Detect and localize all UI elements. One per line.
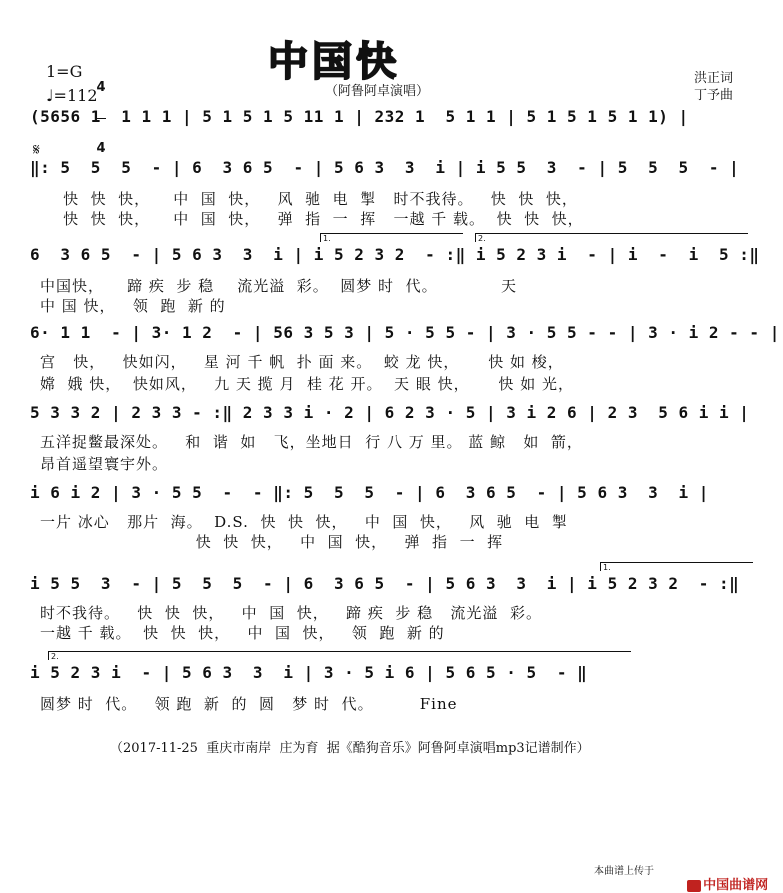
notation-line: ‖: 5 5 5 - | 6 3 6 5 - | 5 6 3 3 i | i 5 5 3 - | 5 5 5 - |: [30, 158, 740, 177]
logo-icon: [687, 880, 701, 892]
composer-credit: 丁予曲: [693, 88, 733, 103]
lyric-line: 一越 千 载。 快 快 快， 中 国 快， 领 跑 新 的: [40, 624, 445, 642]
volta-bracket: 1.: [600, 562, 753, 571]
notation-line: 5 3 3 2 | 2 3 3 - :‖ 2 3 3 i · 2 | 6 2 3 · 5 | 3 i 2 6 | 2 3 5 6 i i |: [30, 403, 750, 422]
lyric-line: 嫦 娥 快， 快如风， 九 天 揽 月 桂 花 开。 天 眼 快， 快 如 光，: [40, 375, 574, 393]
volta-bracket: 2.: [475, 233, 748, 242]
notation-line: 6· 1 1 - | 3· 1 2 - | 56 3 5 3 | 5 · 5 5 - | 3 · 5 5 - - | 3 · i 2 - - |: [30, 323, 780, 342]
time-signature-top: 4: [96, 80, 106, 95]
performer-subtitle: （阿鲁阿卓演唱）: [325, 84, 430, 99]
notation-line: 6 3 6 5 - | 5 6 3 3 i | i 5 2 3 2 - :‖ i 5 2 3 i - | i - i 5 :‖: [30, 245, 760, 264]
lyric-line: 昂首遥望寰宇外。: [40, 455, 169, 473]
lyric-line: 中 国 快， 领 跑 新 的: [40, 297, 226, 315]
lyric-line: 圆梦 时 代。 领 跑 新 的 圆 梦 时 代。 Fine: [40, 695, 458, 713]
volta-bracket: 1.: [320, 233, 463, 242]
transcription-note: （2017-11-25 重庆市南岸 庄为育 据《酷狗音乐》阿鲁阿卓演唱mp3记谱制作）: [110, 741, 590, 756]
key-signature: 1=G: [46, 62, 83, 81]
site-logo[interactable]: [678, 859, 768, 893]
notation-line: i 5 2 3 i - | 5 6 3 3 i | 3 · 5 i 6 | 5 6 5 · 5 - ‖: [30, 663, 588, 682]
page-title: 中国快: [268, 39, 400, 85]
lyric-line: 一片 冰心 那片 海。 D.S. 快 快 快， 中 国 快， 风 驰 电 掣: [40, 513, 568, 531]
notation-line: i 6 i 2 | 3 · 5 5 - - ‖: 5 5 5 - | 6 3 6 5 - | 5 6 3 3 i |: [30, 483, 709, 502]
time-signature-bottom: 4: [96, 141, 106, 156]
logo-text: 中国曲谱网: [703, 878, 769, 893]
notation-line: (5656 1 1 1 1 | 5 1 5 1 5 11 1 | 232 1 5 1 1 | 5 1 5 1 5 1 1) |: [30, 107, 689, 126]
lyric-line: 快 快 快， 中 国 快， 风 驰 电 掣 时不我待。 快 快 快，: [40, 190, 578, 208]
upload-note: 本曲谱上传于: [594, 866, 654, 877]
lyric-line: 快 快 快， 中 国 快， 弹 指 一 挥: [40, 533, 504, 551]
lyric-line: 时不我待。 快 快 快， 中 国 快， 蹄 疾 步 稳 流光溢 彩。: [40, 604, 542, 622]
lyric-line: 快 快 快， 中 国 快， 弹 指 一 挥 一越 千 载。 快 快 快，: [40, 210, 584, 228]
lyricist-credit: 洪正词: [693, 71, 733, 86]
segno-icon: 𝄋: [33, 140, 40, 159]
lyric-line: 五洋捉鳖最深处。 和 谐 如 飞，坐地日 行 八 万 里。 蓝 鲸 如 箭，: [40, 433, 583, 451]
lyric-line: 宫 快， 快如闪， 星 河 千 帆 扑 面 来。 蛟 龙 快， 快 如 梭，: [40, 353, 564, 371]
volta-bracket: 2.: [48, 651, 631, 660]
tempo-marking: ♩=112: [46, 86, 98, 105]
lyric-line: 中国快， 蹄 疾 步 稳 流光溢 彩。 圆梦 时 代。 天: [40, 277, 518, 295]
notation-line: i 5 5 3 - | 5 5 5 - | 6 3 6 5 - | 5 6 3 3 i | i 5 2 3 2 - :‖: [30, 574, 740, 593]
